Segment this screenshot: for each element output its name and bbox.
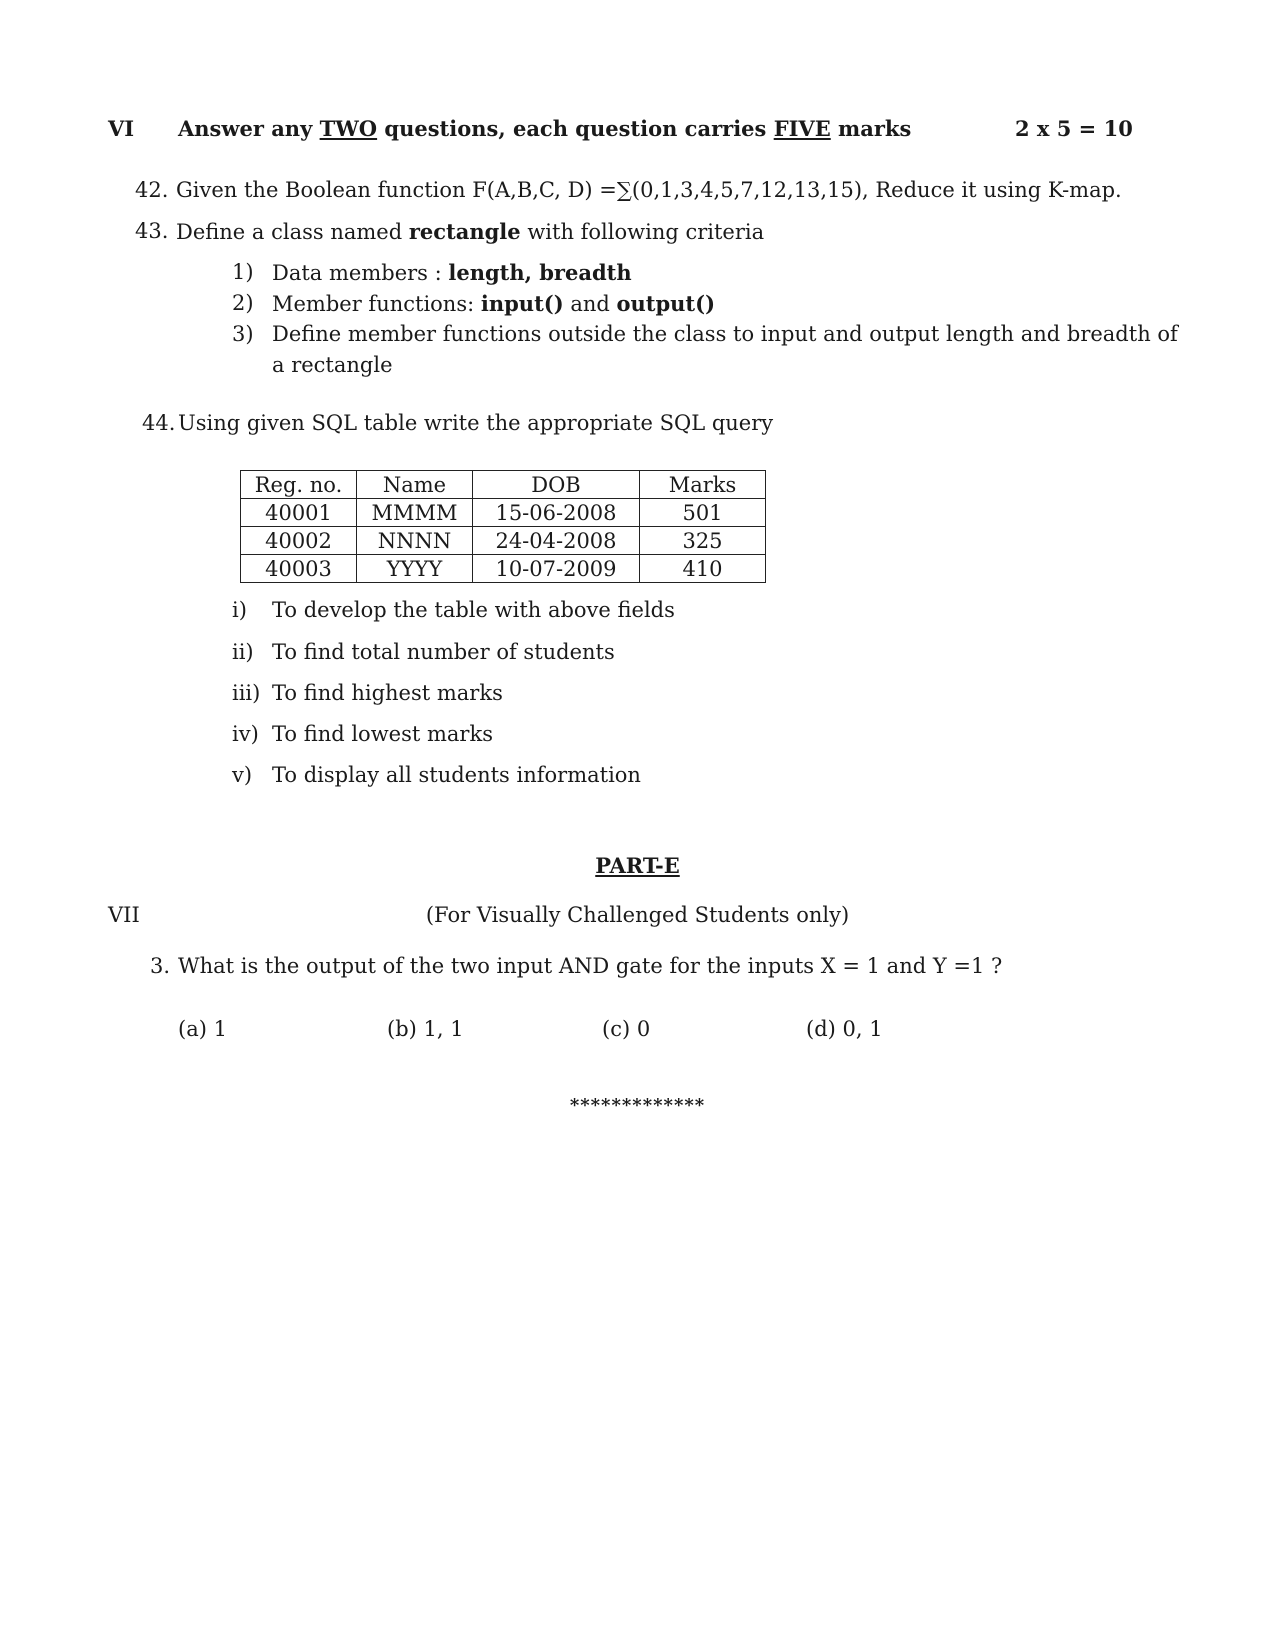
criteria-item: [272, 291, 715, 316]
question-43-text: [176, 219, 764, 244]
criteria-bold: length, breadth: [448, 260, 632, 285]
subquestion-text: To find highest marks: [272, 681, 503, 705]
subquestion-text: To find total number of students: [272, 640, 615, 664]
option-d: (d) 0, 1: [806, 1017, 883, 1041]
table-cell: NNNN: [357, 527, 473, 555]
table-header-row: [241, 471, 766, 499]
subquestion-text: To find lowest marks: [272, 722, 493, 746]
subquestion-number: ii): [232, 640, 254, 664]
subquestion-number: iii): [232, 681, 261, 705]
criteria-bold: input(): [480, 291, 564, 316]
table-cell: 325: [640, 527, 766, 555]
question-number: 44.: [142, 411, 176, 435]
end-marker: *************: [569, 1095, 706, 1116]
heading-text: marks: [830, 116, 912, 141]
table-cell: 40001: [241, 499, 357, 527]
section-numeral: VII: [108, 903, 140, 927]
question-3-text: What is the output of the two input AND gate for the inputs X = 1 and Y =1 ?: [178, 954, 1003, 978]
option-a: (a) 1: [178, 1017, 227, 1041]
heading-text: Answer any: [178, 116, 320, 141]
subquestion-number: iv): [232, 722, 259, 746]
question-number: 43.: [135, 219, 169, 243]
q43-text-post: with following criteria: [520, 220, 765, 244]
criteria-bold: output(): [616, 291, 715, 316]
question-42-text: Given the Boolean function F(A,B,C, D) =∑(0,1,3,4,5,7,12,13,15), Reduce it using K-map.: [176, 178, 1122, 202]
criteria-number: 1): [232, 260, 254, 284]
q43-class-name: rectangle: [408, 219, 521, 244]
section-marks: 2 x 5 = 10: [1015, 116, 1133, 141]
criteria-item-line1: Define member functions outside the class to input and output length and breadth of: [272, 322, 1178, 346]
table-header-cell: Marks: [640, 471, 766, 499]
criteria-number: 2): [232, 291, 254, 315]
criteria-item: [272, 260, 632, 285]
section-heading: [178, 116, 911, 141]
heading-five: FIVE: [773, 116, 831, 141]
table-row: [241, 499, 766, 527]
criteria-text: and: [563, 292, 617, 316]
table-cell: 24-04-2008: [473, 527, 640, 555]
criteria-item-line2: a rectangle: [272, 353, 393, 377]
subquestion-text: To develop the table with above fields: [272, 598, 675, 622]
question-44-text: Using given SQL table write the appropriate SQL query: [178, 411, 774, 435]
question-number: 42.: [135, 178, 169, 202]
table-cell: 410: [640, 555, 766, 583]
table-cell: 10-07-2009: [473, 555, 640, 583]
part-subtitle: (For Visually Challenged Students only): [425, 903, 850, 927]
subquestion-number: v): [232, 763, 253, 787]
subquestion-number: i): [232, 598, 247, 622]
option-c: (c) 0: [602, 1017, 651, 1041]
heading-text: questions, each question carries: [377, 116, 774, 141]
option-b: (b) 1, 1: [387, 1017, 464, 1041]
table-cell: YYYY: [357, 555, 473, 583]
table-cell: 501: [640, 499, 766, 527]
table-row: [241, 527, 766, 555]
table-cell: 15-06-2008: [473, 499, 640, 527]
heading-two: TWO: [319, 116, 378, 141]
table-cell: 40002: [241, 527, 357, 555]
section-numeral: VI: [108, 116, 135, 141]
part-title: PART-E: [595, 853, 680, 878]
table-row: [241, 555, 766, 583]
criteria-number: 3): [232, 322, 254, 346]
question-number: 3.: [150, 954, 171, 978]
table-cell: 40003: [241, 555, 357, 583]
table-header-cell: Name: [357, 471, 473, 499]
table-header-cell: DOB: [473, 471, 640, 499]
table-header-cell: Reg. no.: [241, 471, 357, 499]
table-cell: MMMM: [357, 499, 473, 527]
criteria-text: Data members :: [272, 261, 449, 285]
subquestion-text: To display all students information: [272, 763, 641, 787]
sql-table: [240, 470, 766, 583]
criteria-text: Member functions:: [272, 292, 481, 316]
q43-text-pre: Define a class named: [176, 220, 409, 244]
